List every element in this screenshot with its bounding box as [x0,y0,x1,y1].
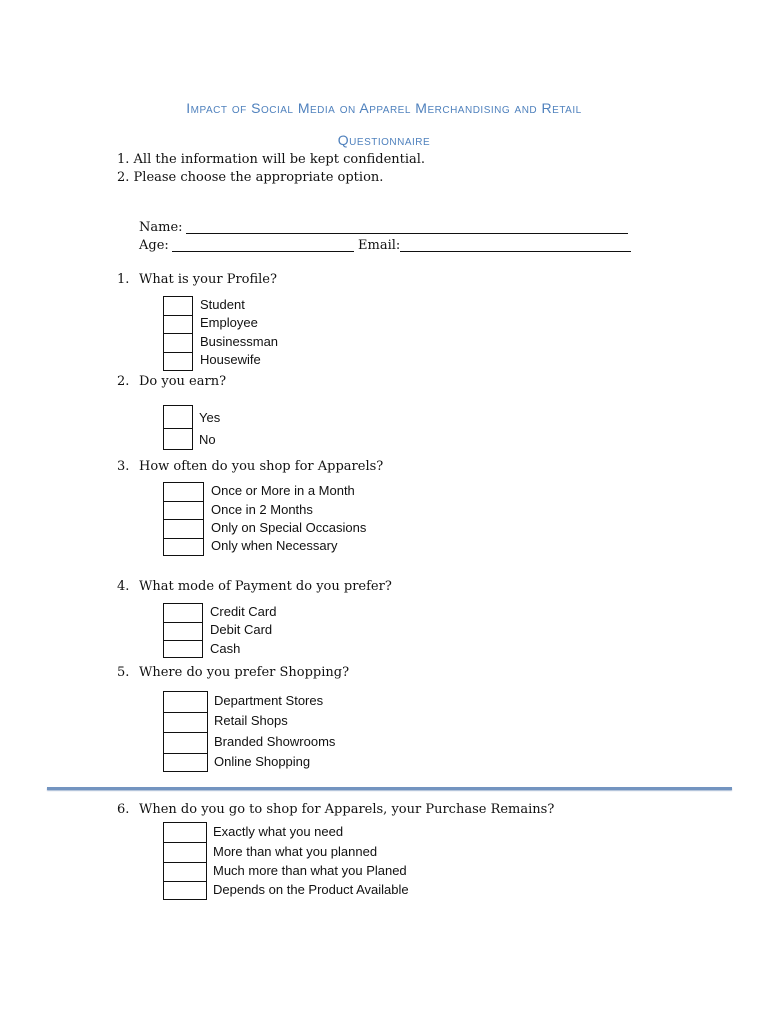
checkbox[interactable] [164,754,207,772]
question-6: 6. When do you go to shop for Apparels, your Purchase Remains? [117,802,555,817]
option-label: Online Shopping [214,754,311,769]
checkbox[interactable] [164,483,203,502]
checkbox[interactable] [164,297,192,316]
checkbox[interactable] [164,604,202,623]
option-label: Depends on the Product Available [213,882,409,897]
option-label: Much more than what you Planed [213,863,407,878]
option-label: Department Stores [214,693,324,708]
checkbox[interactable] [164,520,203,539]
instruction-line: 1. All the information will be kept confidential. [117,152,426,167]
option-label: Cash [210,641,241,656]
question-5: 5. Where do you prefer Shopping? [117,665,350,680]
checkbox[interactable] [164,863,206,883]
option-label: Once or More in a Month [211,483,355,498]
question-1: 1. What is your Profile? [117,272,277,287]
option-label: Employee [200,315,258,330]
option-label: Housewife [200,352,261,367]
checkbox[interactable] [164,823,206,843]
question-3: 3. How often do you shop for Apparels? [117,459,384,474]
option-label: Yes [199,410,221,425]
option-label: Student [200,297,245,312]
option-label: Retail Shops [214,713,288,728]
checkbox[interactable] [164,502,203,521]
checkbox[interactable] [164,406,192,429]
option-label: No [199,432,216,447]
email-field[interactable] [400,251,631,252]
option-label: Debit Card [210,622,273,637]
checkbox-group-q6 [163,822,207,900]
name-label: Name: [139,220,183,235]
document-subtitle: Questionnaire [337,132,431,148]
section-divider [47,787,732,790]
option-label: Businessman [200,334,279,349]
checkbox-group-q5 [163,691,208,772]
checkbox[interactable] [164,882,206,899]
checkbox-group-q3 [163,482,204,556]
checkbox[interactable] [164,713,207,734]
question-4: 4. What mode of Payment do you prefer? [117,579,392,594]
option-label: Only when Necessary [211,538,338,553]
option-label: Exactly what you need [213,824,344,839]
age-label: Age: [139,238,169,253]
checkbox[interactable] [164,843,206,863]
email-label: Email: [358,238,401,253]
checkbox[interactable] [164,353,192,371]
checkbox[interactable] [164,623,202,642]
checkbox[interactable] [164,334,192,353]
age-field[interactable] [172,251,354,252]
question-2: 2. Do you earn? [117,374,227,389]
checkbox[interactable] [164,692,207,713]
instruction-line: 2. Please choose the appropriate option. [117,170,384,185]
name-field[interactable] [186,233,628,234]
option-label: More than what you planned [213,844,378,859]
option-label: Only on Special Occasions [211,520,367,535]
checkbox[interactable] [164,539,203,556]
option-label: Credit Card [210,604,277,619]
checkbox[interactable] [164,641,202,657]
checkbox-group-q1 [163,296,193,371]
checkbox-group-q2 [163,405,193,450]
option-label: Branded Showrooms [214,734,336,749]
checkbox[interactable] [164,733,207,754]
option-label: Once in 2 Months [211,502,313,517]
document-title: Impact of Social Media on Apparel Merchandising and Retail [186,100,582,116]
checkbox-group-q4 [163,603,203,658]
checkbox[interactable] [164,316,192,335]
checkbox[interactable] [164,429,192,451]
